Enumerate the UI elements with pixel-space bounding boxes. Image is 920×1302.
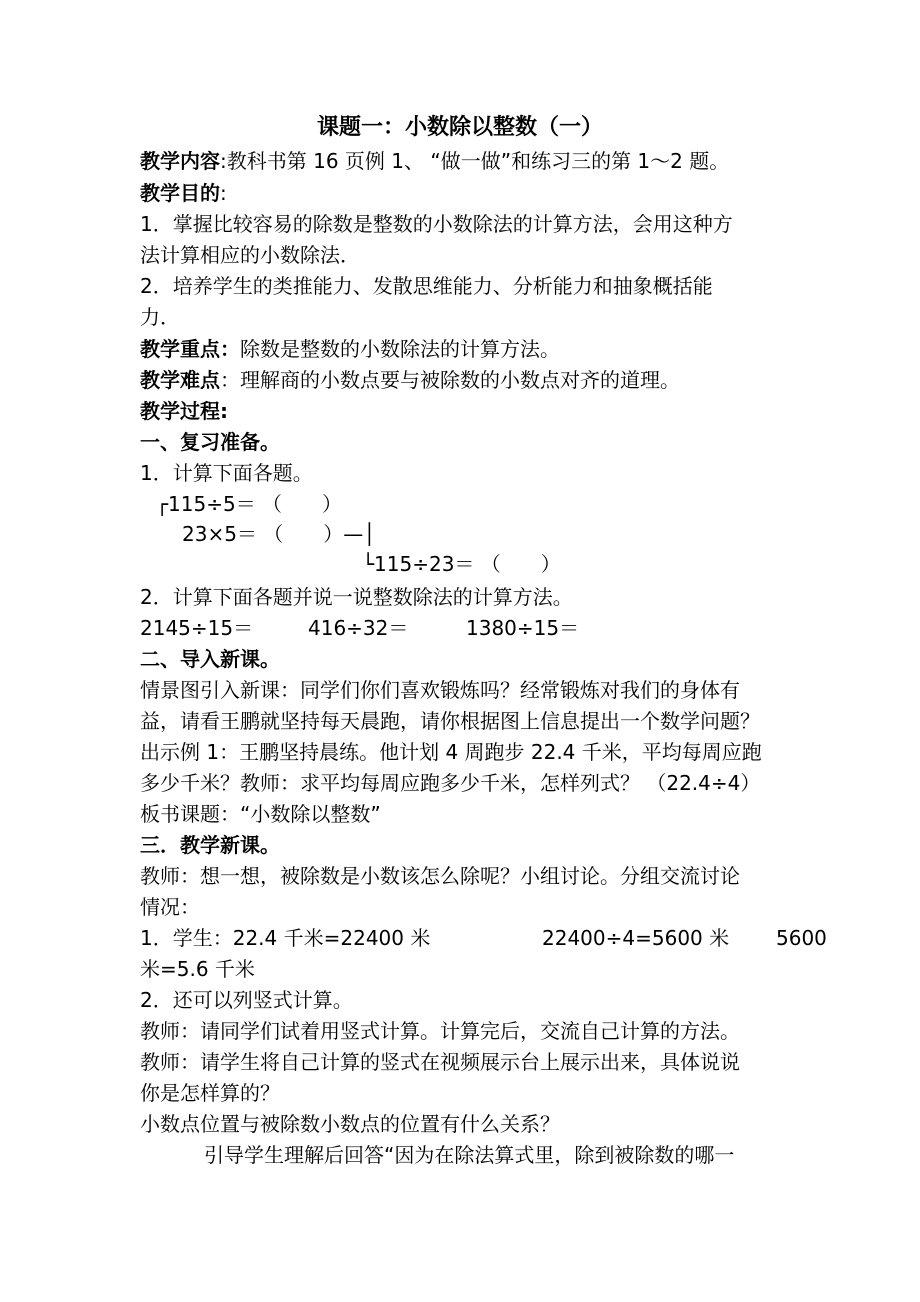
student-answer-part-2: 22400÷4=5600 米: [542, 926, 730, 950]
section1-item2: 2．计算下面各题并说一说整数除法的计算方法。: [140, 585, 573, 609]
teaching-difficulty-text: ：理解商的小数点要与被除数的小数点对齐的道理。: [220, 368, 680, 392]
section3-heading: 三．教学新课。: [140, 833, 280, 857]
section1-heading: 一、复习准备。: [140, 430, 280, 454]
section2-line-3: 出示例 1：王鹏坚持晨练。他计划 4 周跑步 22.4 千米，平均每周应跑: [140, 740, 762, 764]
teaching-key-label: 教学重点：: [140, 337, 240, 361]
teaching-difficulty: [140, 367, 680, 393]
goal-line-2: 法计算相应的小数除法．: [140, 243, 360, 267]
teaching-goal-heading: [140, 180, 227, 206]
section3-more-1: 2．还可以列竖式计算。: [140, 988, 353, 1012]
teaching-content-text: :教科书第 16 页例 1、 “做一做”和练习三的第 1～2 题。: [220, 149, 730, 173]
section3-more-4: 你是怎样算的？: [140, 1081, 280, 1105]
teaching-key: [140, 336, 560, 362]
review-expression-a: ┌115÷5＝ （ ）: [156, 492, 343, 516]
teaching-content-label: 教学内容: [140, 149, 220, 173]
section2-line-4: 多少千米？教师：求平均每周应跑多少千米，怎样列式？ （22.4÷4）: [140, 771, 761, 795]
section1-item1: 1．计算下面各题。: [140, 461, 313, 485]
review-expression-b: 23×5＝ （ ）—│: [182, 522, 376, 546]
goal-line-1: 1．掌握比较容易的除数是整数的小数除法的计算方法，会用这种方: [140, 212, 733, 236]
calc-1: 2145÷15＝: [140, 616, 254, 640]
teaching-content: [140, 148, 729, 174]
section3-line-1: 教师：想一想，被除数是小数该怎么除呢？小组讨论。分组交流讨论: [140, 864, 740, 888]
section2-line-2: 益，请看王鹏就坚持每天晨跑，请你根据图上信息提出一个数学问题？: [140, 709, 760, 733]
section2-line-5: 板书课题：“小数除以整数”: [140, 802, 381, 826]
student-answer-part-1: 1．学生：22.4 千米=22400 米: [140, 926, 431, 950]
teaching-key-text: 除数是整数的小数除法的计算方法。: [240, 337, 560, 361]
section3-more-5: 小数点位置与被除数小数点的位置有什么关系？: [140, 1112, 560, 1136]
goal-line-3: 2．培养学生的类推能力、发散思维能力、分析能力和抽象概括能: [140, 274, 713, 298]
lesson-title: 课题一：小数除以整数（一）: [316, 115, 603, 140]
goal-line-4: 力．: [140, 305, 180, 329]
calc-2: 416÷32＝: [308, 616, 409, 640]
section3-more-3: 教师：请学生将自己计算的竖式在视频展示台上展示出来，具体说说: [140, 1050, 740, 1074]
student-answer-continued: 米=5.6 千米: [140, 957, 255, 981]
section3-more-2: 教师：请同学们试着用竖式计算。计算完后，交流自己计算的方法。: [140, 1019, 740, 1043]
student-answer-part-3: 5600: [776, 926, 827, 950]
section3-more-6: 引导学生理解后回答“因为在除法算式里，除到被除数的哪一: [204, 1143, 735, 1167]
teaching-goal-colon: :: [220, 181, 227, 205]
section2-line-1: 情景图引入新课：同学们你们喜欢锻炼吗？经常锻炼对我们的身体有: [140, 678, 740, 702]
teaching-goal-label: 教学目的: [140, 181, 220, 205]
calc-3: 1380÷15＝: [466, 616, 580, 640]
section2-heading: 二、导入新课。: [140, 647, 280, 671]
review-expression-c: └115÷23＝ （ ）: [362, 552, 561, 576]
process-heading: 教学过程:: [140, 399, 228, 423]
teaching-difficulty-label: 教学难点: [140, 368, 220, 392]
section3-line-2: 情况：: [140, 895, 200, 919]
